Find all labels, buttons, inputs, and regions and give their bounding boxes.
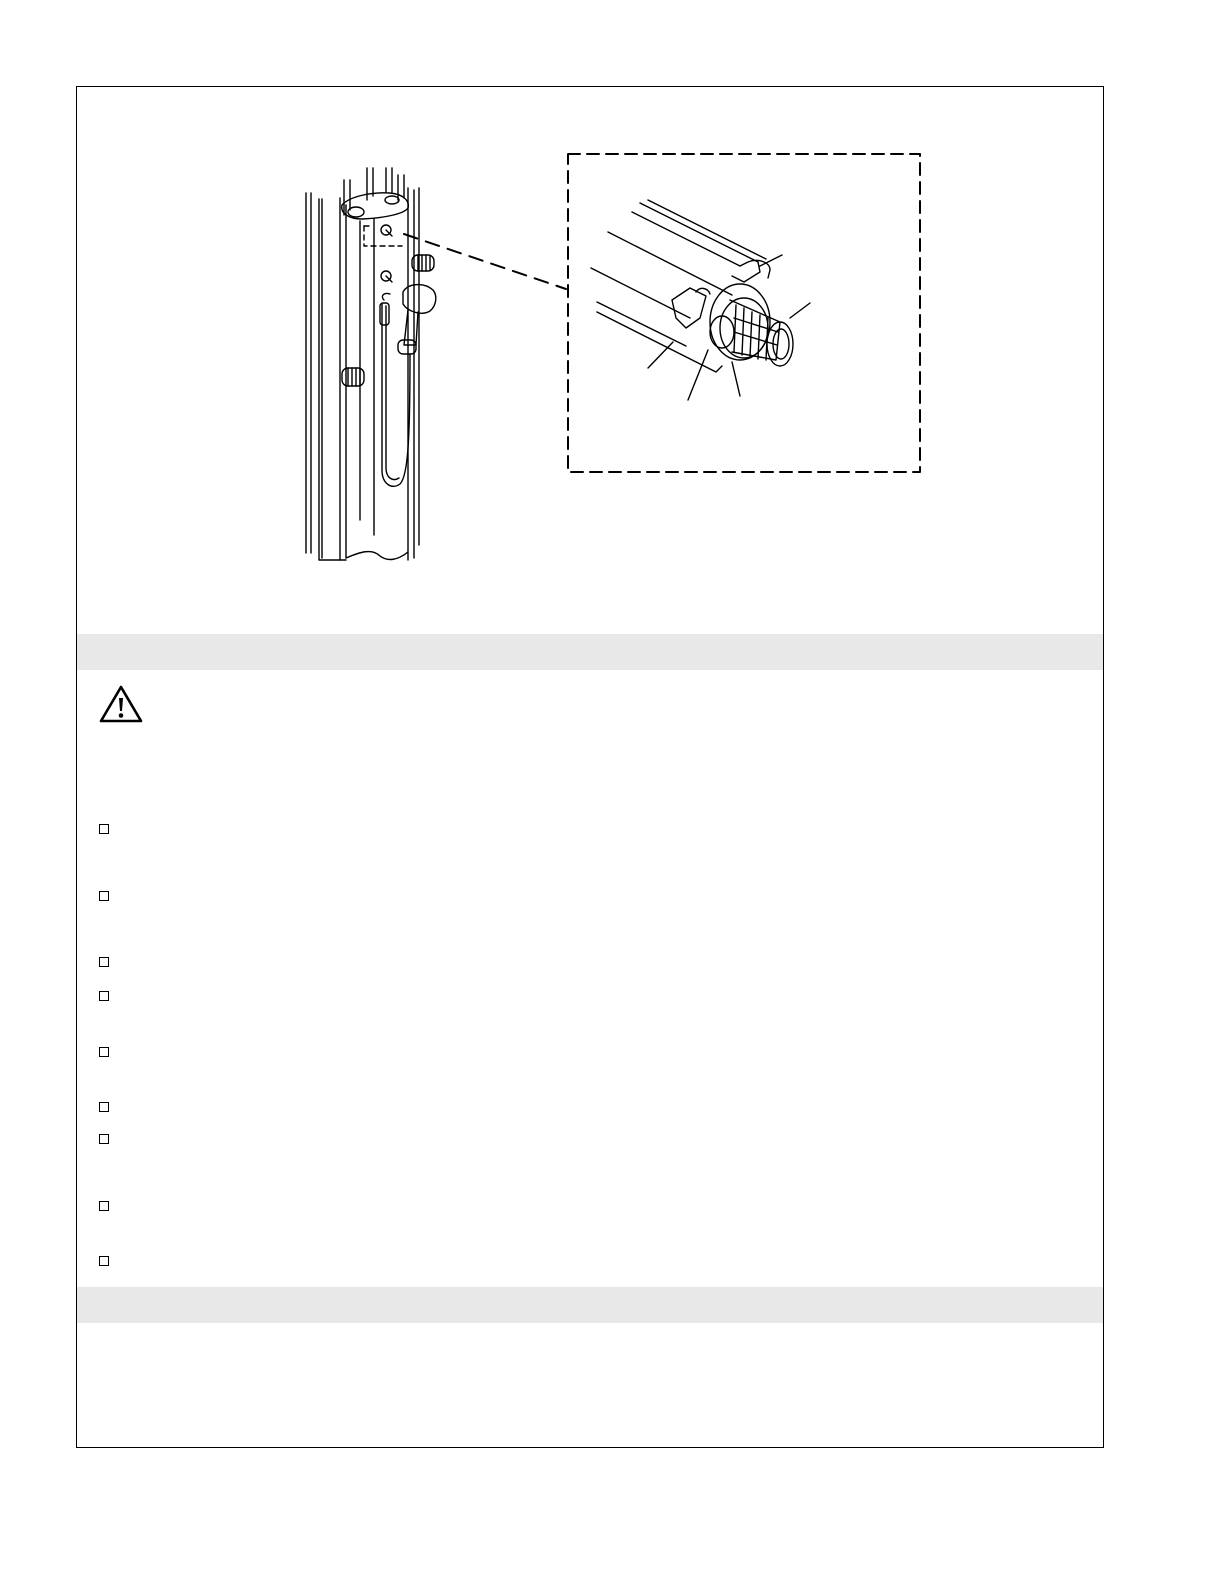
- locator-box: [364, 226, 402, 246]
- shower-tower: [306, 168, 436, 560]
- checklist-box[interactable]: [99, 1047, 109, 1057]
- callout-leader: [404, 234, 566, 289]
- checklist-box[interactable]: [99, 957, 109, 967]
- checklist-box[interactable]: [99, 1201, 109, 1211]
- section-header-band: [77, 634, 1103, 670]
- checklist-box[interactable]: [99, 1134, 109, 1144]
- installation-figure: [0, 0, 1224, 620]
- checklist-box[interactable]: [99, 1102, 109, 1112]
- detail-drawing: [591, 200, 810, 400]
- checklist-box[interactable]: [99, 824, 109, 834]
- checklist-box[interactable]: [99, 991, 109, 1001]
- section-header-band: [77, 1287, 1103, 1323]
- warning-triangle-icon: [98, 684, 144, 724]
- checklist-box[interactable]: [99, 1256, 109, 1266]
- checklist-box[interactable]: [99, 891, 109, 901]
